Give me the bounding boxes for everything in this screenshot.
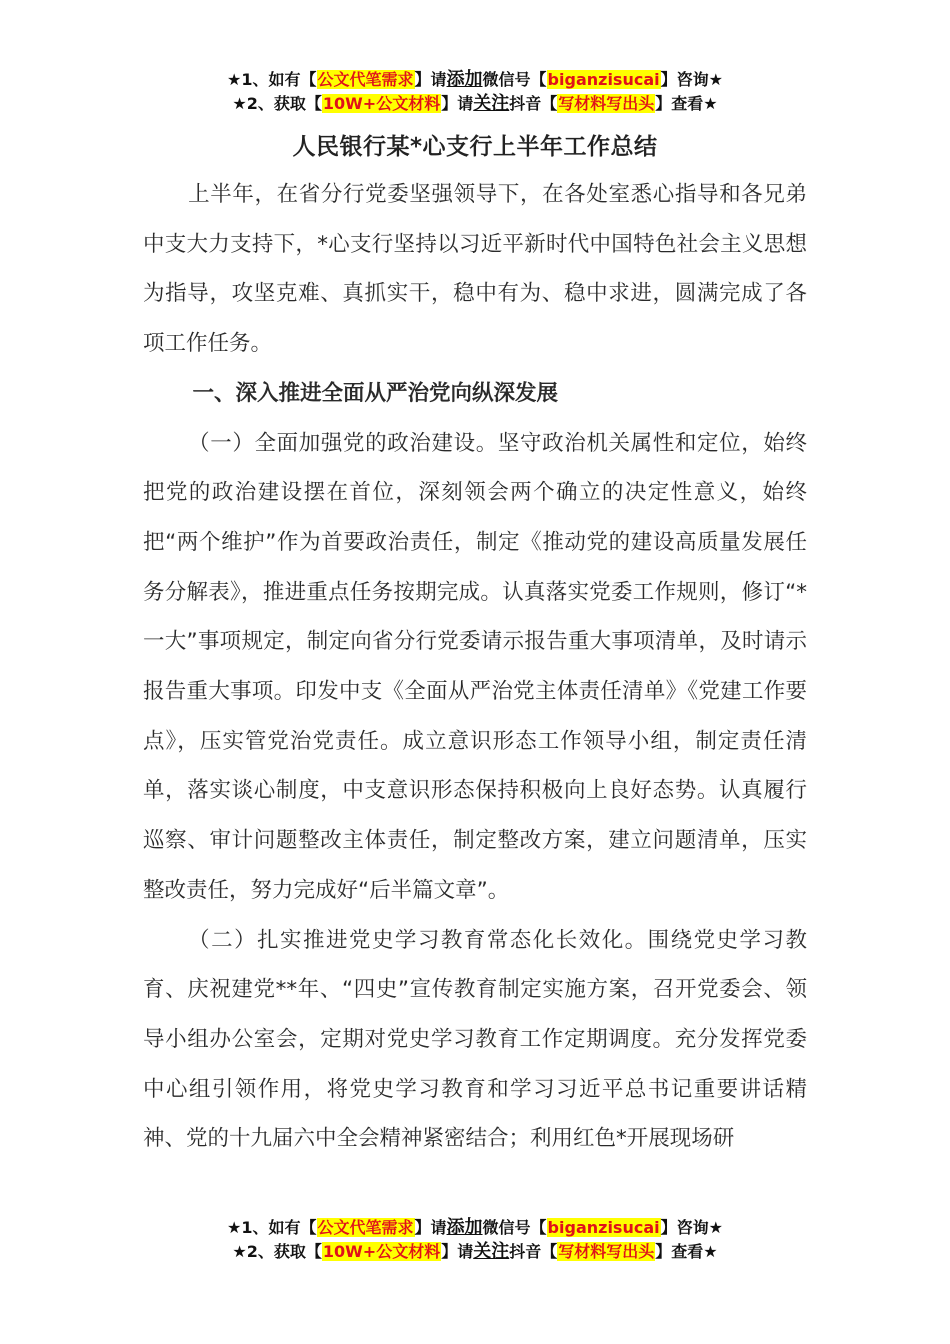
promo-emphasis: 添加 — [446, 69, 483, 90]
document-title: 人民银行某*心支行上半年工作总结 — [292, 134, 658, 160]
promo-highlight: 10W+公文材料 — [322, 94, 441, 113]
promo-text: ★1、如有【 — [227, 1218, 317, 1237]
promo-emphasis: 关注 — [473, 1241, 510, 1262]
promo-text: 】查看★ — [655, 1242, 718, 1261]
paragraph-2: （二）扎实推进党史学习教育常态化长效化。围绕党史学习教育、庆祝建党**年、“四史”宣传教育制定实施方案，召开党委会、领导小组办公室会，定期对党史学习教育工作定期调度。充分发挥党委中心组引领作用，将党史学习教育和学习习近平总书记重要讲话精神、党的十九届六中全会精神紧密结合；利用红色*开展现场研 — [143, 927, 807, 1152]
promo-highlight: biganzisucai — [547, 1218, 660, 1237]
promo-text: 抖音【 — [509, 1242, 558, 1261]
intro-paragraph: 上半年，在省分行党委坚强领导下，在各处室悉心指导和各兄弟中支大力支持下，*心支行坚持以习近平新时代中国特色社会主义思想为指导，攻坚克难、真抓实干，稳中有为、稳中求进，圆满完成了各项工作任务。 — [143, 182, 807, 357]
paragraph-1: （一）全面加强党的政治建设。坚守政治机关属性和定位，始终把党的政治建设摆在首位，深刻领会两个确立的决定性意义，始终把“两个维护”作为首要政治责任，制定《推动党的建设高质量发展任务分解表》，推进重点任务按期完成。认真落实党委工作规则，修订“*一大”事项规定，制定向省分行党委请示报告重大事项清单，及时请示报告重大事项。印发中支《全面从严治党主体责任清单》《党建工作要点》，压实管党治党责任。成立意识形态工作领导小组，制定责任清单，落实谈心制度，中支意识形态保持积极向上良好态势。认真履行巡察、审计问题整改主体责任，制定整改方案，建立问题清单，压实整改责任，努力完成好“后半篇文章”。 — [143, 430, 807, 903]
promo-highlight: 写材料写出头 — [558, 1242, 655, 1261]
promo-text: 】咨询★ — [660, 1218, 723, 1237]
promo-text: 微信号【 — [482, 1218, 547, 1237]
promo-text: 】查看★ — [655, 94, 718, 113]
promo-emphasis: 关注 — [473, 93, 510, 114]
promo-highlight: 公文代笔需求 — [317, 1218, 414, 1237]
promo-text: 】咨询★ — [660, 70, 723, 89]
promo-emphasis: 添加 — [446, 1217, 483, 1238]
promo-text: 】请 — [441, 1242, 474, 1261]
promo-text: ★2、获取【 — [232, 94, 322, 113]
promo-highlight: biganzisucai — [547, 70, 660, 89]
promo-line-2 — [0, 92, 950, 116]
promo-text: 】请 — [414, 1218, 447, 1237]
promo-text: 微信号【 — [482, 70, 547, 89]
promo-text: ★1、如有【 — [227, 70, 317, 89]
promo-line-1 — [0, 68, 950, 92]
promo-text: 】请 — [441, 94, 474, 113]
promo-text: 抖音【 — [509, 94, 558, 113]
promo-text: ★2、获取【 — [232, 1242, 322, 1261]
promo-banner-top — [0, 68, 950, 116]
promo-line-1 — [0, 1216, 950, 1240]
promo-text: 】请 — [414, 70, 447, 89]
promo-highlight: 写材料写出头 — [558, 94, 655, 113]
promo-banner-bottom — [0, 1216, 950, 1264]
promo-highlight: 10W+公文材料 — [322, 1242, 441, 1261]
promo-line-2 — [0, 1240, 950, 1264]
promo-highlight: 公文代笔需求 — [317, 70, 414, 89]
document-body — [143, 170, 807, 1164]
section-heading: 一、深入推进全面从严治党向纵深发展 — [192, 380, 558, 406]
